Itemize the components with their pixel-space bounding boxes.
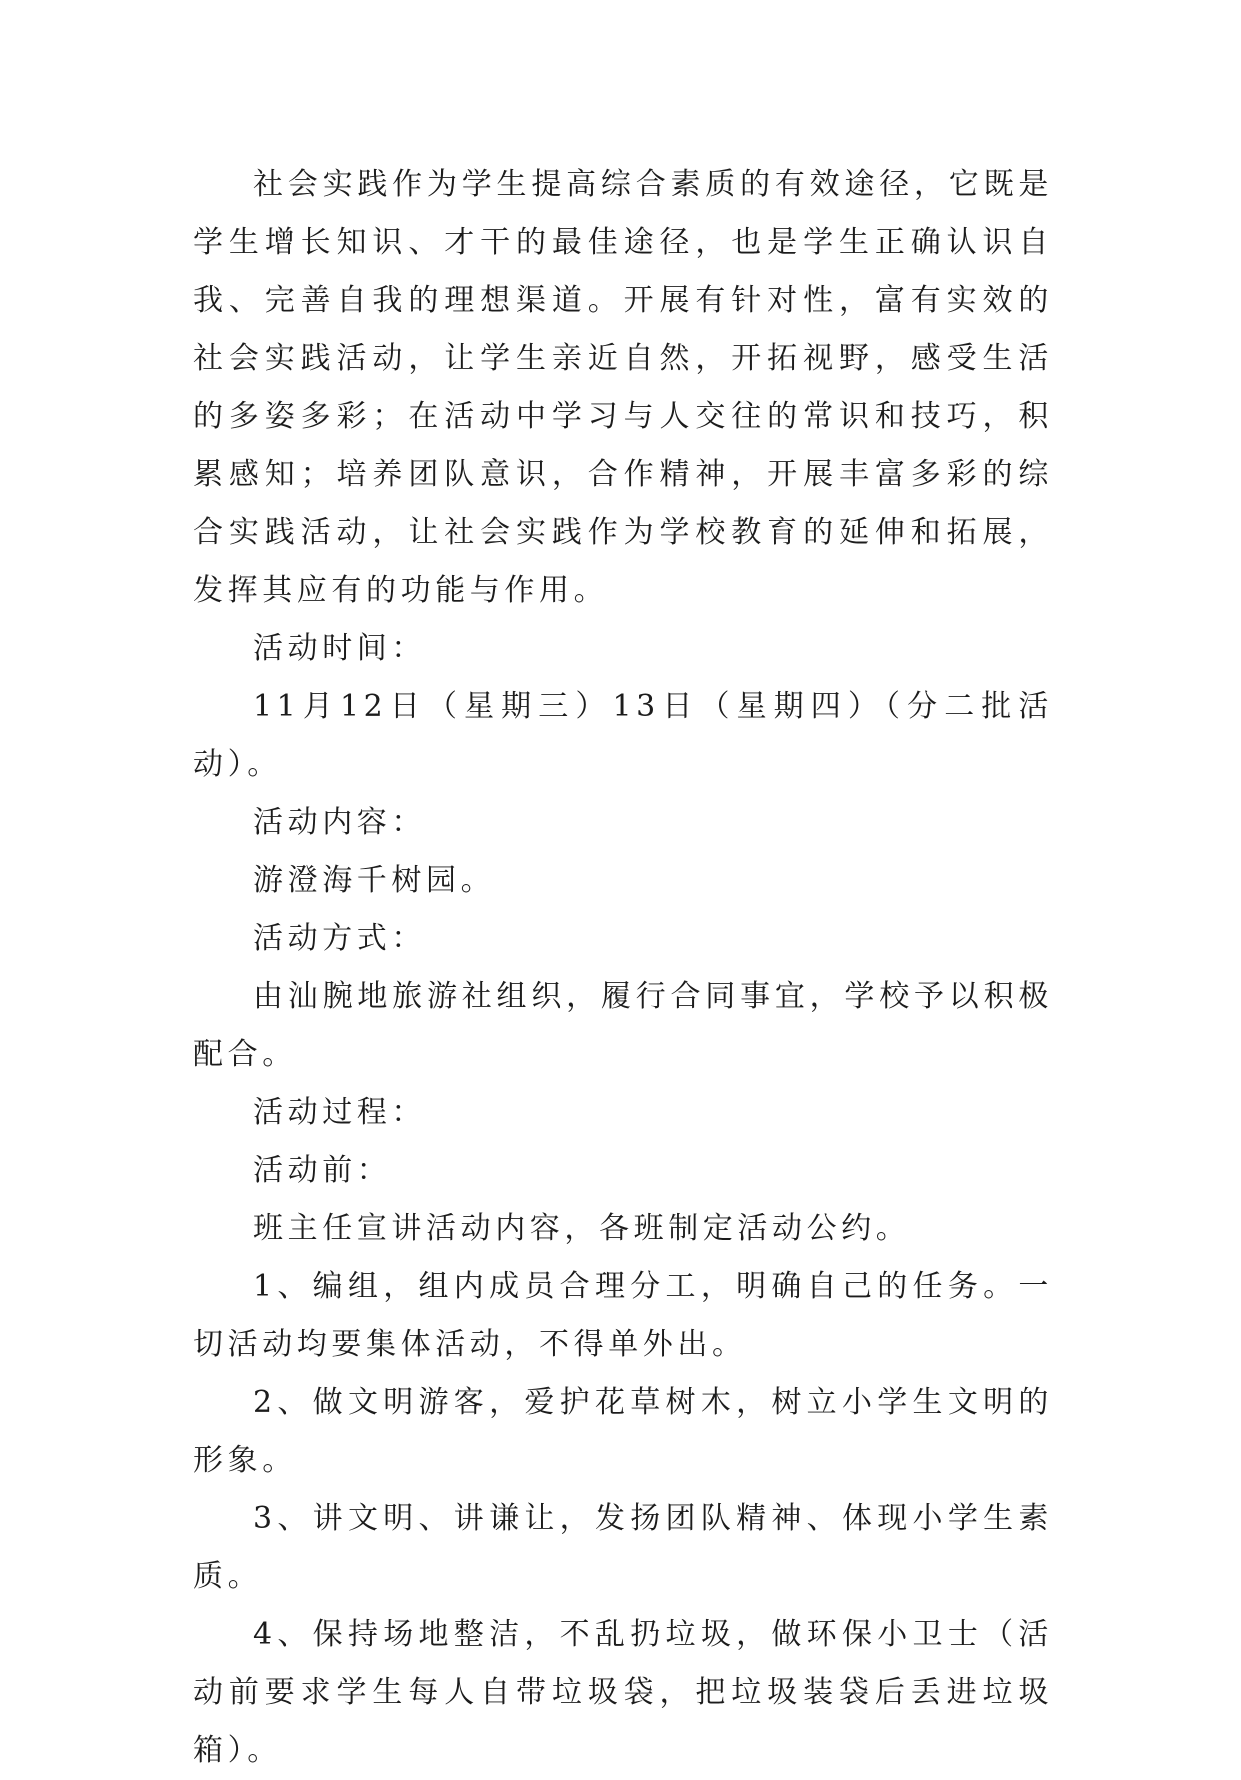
activity-method-text: 由汕腕地旅游社组织，履行合同事宜，学校予以积极配合。 xyxy=(193,979,1053,1072)
activity-time-text: 11月12日（星期三）13日（星期四）（分二批活动）。 xyxy=(193,689,1053,782)
activity-process-heading: 活动过程： xyxy=(253,1095,426,1130)
before-activity-heading: 活动前： xyxy=(253,1153,392,1188)
document-body xyxy=(193,156,1053,1780)
activity-method-heading: 活动方式： xyxy=(253,921,426,956)
activity-content-heading: 活动内容： xyxy=(253,805,426,840)
rule-item-2: 2、做文明游客，爱护花草树木，树立小学生文明的形象。 xyxy=(193,1385,1053,1478)
rule-item-3: 3、讲文明、讲谦让，发扬团队精神、体现小学生素质。 xyxy=(193,1501,1053,1594)
rule-item-1: 1、编组，组内成员合理分工，明确自己的任务。一切活动均要集体活动，不得单外出。 xyxy=(193,1269,1053,1362)
rule-item-4: 4、保持场地整洁，不乱扔垃圾，做环保小卫士（活动前要求学生每人自带垃圾袋，把垃圾装袋后丢进垃圾箱）。 xyxy=(193,1617,1053,1768)
before-activity-text: 班主任宣讲活动内容，各班制定活动公约。 xyxy=(253,1211,911,1246)
activity-content-text: 游澄海千树园。 xyxy=(253,863,496,898)
intro-paragraph: 社会实践作为学生提高综合素质的有效途径，它既是学生增长知识、才干的最佳途径，也是学生正确认识自我、完善自我的理想渠道。开展有针对性，富有实效的社会实践活动，让学生亲近自然，开拓视野，感受生活的多姿多彩；在活动中学习与人交往的常识和技巧，积累感知；培养团队意识，合作精神，开展丰富多彩的综合实践活动，让社会实践作为学校教育的延伸和拓展，发挥其应有的功能与作用。 xyxy=(193,167,1053,608)
activity-time-heading: 活动时间： xyxy=(253,631,426,666)
